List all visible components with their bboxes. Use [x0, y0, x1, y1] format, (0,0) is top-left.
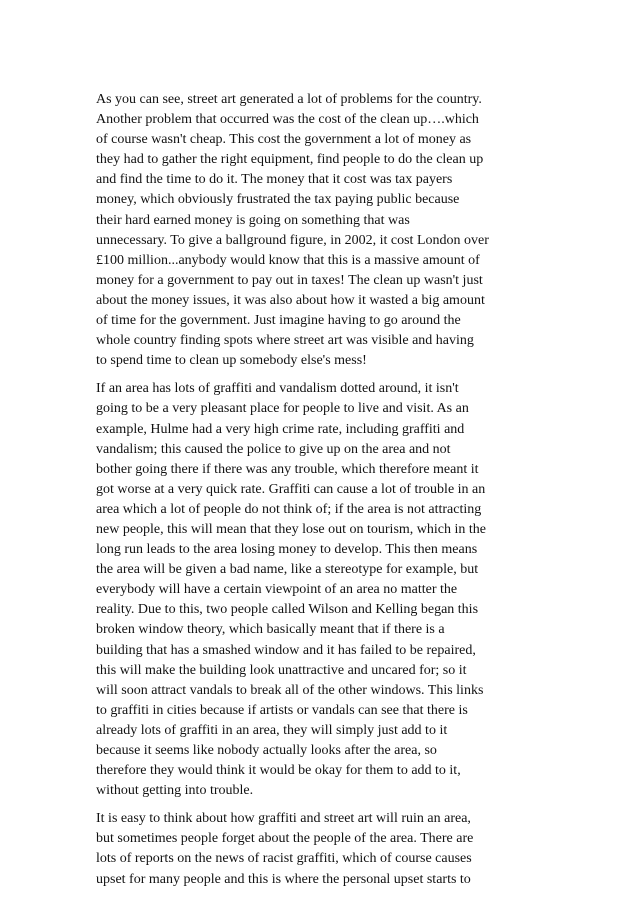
text-line: therefore they would think it would be okay for them to add to it,	[96, 763, 461, 779]
paragraph-people-of-area	[96, 809, 544, 889]
text-line: they had to gather the right equipment, find people to do the clean up	[96, 152, 484, 168]
text-line: upset for many people and this is where the personal upset starts to	[96, 871, 471, 887]
text-line: of time for the government. Just imagine having to go around the	[96, 313, 461, 329]
text-line: going to be a very pleasant place for people to live and visit. As an	[96, 401, 469, 417]
text-line: lots of reports on the news of racist graffiti, which of course causes	[96, 851, 472, 867]
text-line: Another problem that occurred was the cost of the clean up….which	[96, 112, 479, 128]
text-line: It is easy to think about how graffiti and street art will ruin an area,	[96, 811, 471, 827]
text-line: and find the time to do it. The money that it cost was tax payers	[96, 172, 453, 188]
text-line: vandalism; this caused the police to give up on the area and not	[96, 441, 451, 457]
text-line: of course wasn't cheap. This cost the government a lot of money as	[96, 132, 472, 148]
text-line: broken window theory, which basically meant that if there is a	[96, 622, 445, 638]
text-line: As you can see, street art generated a lot of problems for the country.	[96, 92, 482, 107]
text-line: new people, this will mean that they lose out on tourism, which in the	[96, 521, 486, 537]
text-line: area which a lot of people do not think of; if the area is not attracting	[96, 501, 482, 517]
text-line: money, which obviously frustrated the tax paying public because	[96, 192, 460, 208]
text-line: everybody will have a certain viewpoint of an area no matter the	[96, 582, 458, 598]
text-line: £100 million...anybody would know that this is a massive amount of	[96, 252, 480, 268]
text-line: got worse at a very quick rate. Graffiti can cause a lot of trouble in an	[96, 481, 486, 497]
text-line: building that has a smashed window and it has failed to be repaired,	[96, 642, 476, 658]
text-line: because it seems like nobody actually looks after the area, so	[96, 743, 437, 758]
text-line: unnecessary. To give a ballground figure, in 2002, it cost London over	[96, 232, 489, 248]
paragraph-broken-window	[96, 379, 544, 801]
text-line: without getting into trouble.	[96, 783, 254, 799]
text-line: long run leads to the area losing money to develop. This then means	[96, 542, 478, 558]
text-line: whole country finding spots where street art was visible and having	[96, 333, 474, 349]
paragraph-cleanup-cost	[96, 90, 544, 371]
text-line: If an area has lots of graffiti and vandalism dotted around, it isn't	[96, 381, 459, 397]
text-line: will soon attract vandals to break all of the other windows. This links	[96, 682, 484, 698]
text-line: the area will be given a bad name, like a stereotype for example, but	[96, 562, 479, 578]
text-line: reality. Due to this, two people called Wilson and Kelling began this	[96, 602, 479, 618]
text-line: about the money issues, it was also about how it wasted a big amount	[96, 292, 485, 308]
text-line: money for a government to pay out in taxes! The clean up wasn't just	[96, 272, 483, 288]
text-line: bother going there if there was any trouble, which therefore meant it	[96, 461, 479, 477]
text-line: to graffiti in cities because if artists or vandals can see that there is	[96, 702, 468, 718]
text-line: already lots of graffiti in an area, they will simply just add to it	[96, 722, 448, 738]
text-line: to spend time to clean up somebody else's mess!	[96, 353, 367, 369]
body-text	[96, 90, 544, 890]
text-line: but sometimes people forget about the people of the area. There are	[96, 831, 474, 847]
text-line: this will make the building look unattractive and uncared for; so it	[96, 662, 467, 678]
text-line: their hard earned money is going on something that was	[96, 212, 410, 228]
text-line: example, Hulme had a very high crime rate, including graffiti and	[96, 421, 465, 437]
